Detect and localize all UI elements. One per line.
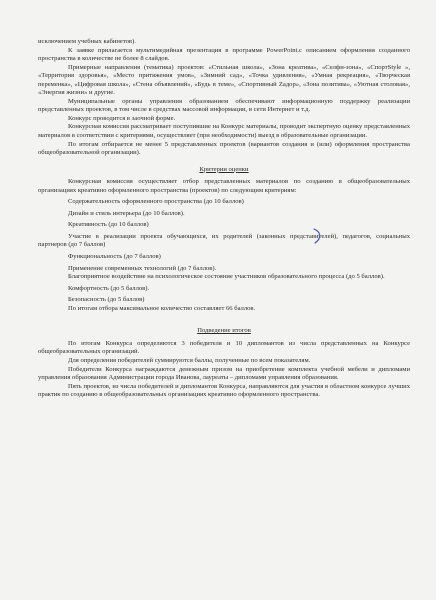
- paragraph-criteria-intro: Конкурсная комиссия осуществляет отбор представленных материалов по созданию в общеобразовательных организациях креативно оформленного пространства (проектов) по следующим критериям:: [38, 178, 410, 194]
- paragraph-municipal-support: Муниципальные органы управления образованием обеспечивают информационную поддержку реализации представленных проектов, в том числе в средствах массовой информации, в сети Интернет и т.д.: [38, 97, 410, 114]
- paragraph-continuation: исключением учебных кабинетов).: [38, 38, 136, 45]
- paragraph-awards: Победители Конкурса награждаются денежным призом на приобретение комплекта учебной мебели и дипломами управления образования Администрации города Иванова, лауреаты – дипломами управления образования.: [38, 365, 410, 382]
- paragraph-scoring: Для определения победителей суммируются баллы, полученные по всем показателям.: [68, 356, 311, 364]
- paragraph-format: Конкурс проводится в заочной форме.: [68, 114, 176, 122]
- paragraph-themes: Примерные направления (тематика) проектов: «Стильная школа», «Зона креатива», «Селфи-зона», «СпортStyle », «Территория здоровья», «Место притяжения умов», «Зимний сад», «Точка удивления», «Умная рекреация», «Творческая переменка», «Цифровая школа», «Стена объявлений», «Будь в теме», «Спортивный Zадор», «Зона позитива», «Уютная столовая», «Энергия жизни» и другие.: [38, 63, 410, 97]
- criterion-participation: Участие в реализации проекта обучающихся, их родителей (законных представителей), педагогов, социальных партнеров (до 7 баллов): [38, 232, 410, 249]
- paragraph-regional: Пять проектов, из числа победителей и дипломантов Конкурса, направляются для участия в областном конкурсе лучших практик по созданию в общеобразовательных организациях креативно оформленного пространства.: [38, 382, 410, 399]
- paragraph-selection: По итогам отбирается не менее 5 представленных проектов (вариантов создания и (или) оформления пространства общеобразовательной организации).: [38, 140, 410, 157]
- criterion-safety: Безопасность (до 5 баллов): [68, 296, 145, 304]
- paragraph-presentation: К заявке прилагается мультимедийная презентация в программе PowerPoint.с описанием оформления созданного пространства в количестве не более 8 слайдов.: [38, 46, 410, 63]
- criterion-max-score: По итогам отбора максимальное количество составляет 66 баллов.: [68, 304, 256, 312]
- paragraph-winners: По итогам Конкурса определяются 3 победителя и 10 дипломантов из числа представленных на Конкурсе общеобразовательных организаций.: [38, 339, 410, 356]
- paragraph-commission: Конкурсная комиссия рассматривает поступившие на Конкурс материалы, проводит экспертную оценку представленных материалов в соответствии с критериями, осуществляет (при необходимости) выезд в образовательные организации.: [38, 123, 410, 140]
- criterion-psychology: Благоприятное воздействие на психологическое состояние участников образовательного процесса (до 5 баллов).: [68, 273, 385, 281]
- criterion-technology: Применение современных технологий (до 7 баллов).: [68, 264, 217, 272]
- criterion-creativity: Креативность (до 10 баллов): [68, 221, 149, 229]
- heading-results: Подведение итогов: [197, 327, 251, 335]
- heading-criteria: Критерии оценки: [199, 165, 249, 173]
- criterion-functionality: Функциональность (до 7 баллов): [68, 253, 161, 261]
- pen-mark-icon: [311, 228, 325, 244]
- criterion-content: Содержательность оформленного пространства (до 10 баллов): [68, 198, 244, 206]
- criterion-comfort: Комфортность (до 5 баллов).: [68, 284, 150, 292]
- criterion-design: Дизайн и стиль интерьера (до 10 баллов).: [68, 209, 185, 217]
